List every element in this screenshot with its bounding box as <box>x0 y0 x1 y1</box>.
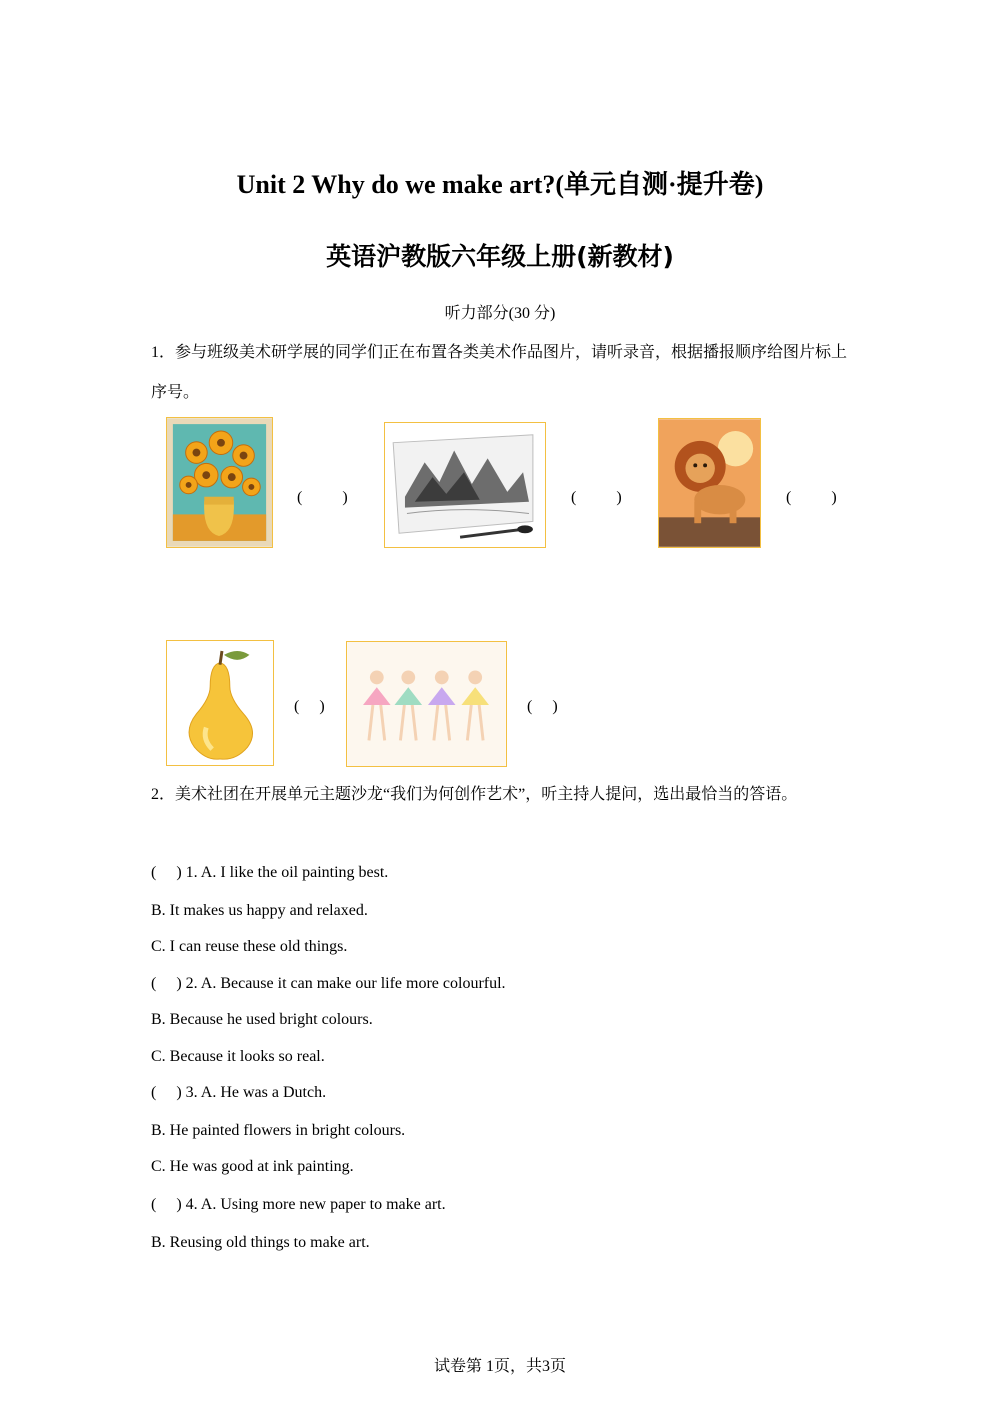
answer-blank-1[interactable]: ( ) <box>297 489 348 506</box>
document-subtitle: 英语沪教版六年级上册(新教材) <box>326 242 674 271</box>
q2-item-3-option-b: B. He painted flowers in bright colours. <box>151 1122 406 1139</box>
page-footer: 试卷第 1页，共3页 <box>433 1358 566 1375</box>
q2-item-3-option-a: ( ) 3. A. He was a Dutch. <box>151 1084 327 1101</box>
q2-item-4-option-a: ( ) 4. A. Using more new paper to make art. <box>151 1196 446 1213</box>
answer-blank-3[interactable]: ( ) <box>786 489 837 506</box>
section-heading: 听力部分(30 分) <box>444 305 556 322</box>
question-2-number: 2． <box>151 786 176 803</box>
answer-blank-5[interactable]: ( ) <box>527 698 558 715</box>
answer-blank-2[interactable]: ( ) <box>571 489 622 506</box>
q2-item-2-option-b: B. Because he used bright colours. <box>151 1011 373 1028</box>
lion-painting-image <box>658 418 761 548</box>
ballet-dancers-image <box>346 641 507 767</box>
question-1-instruction <box>151 333 851 413</box>
q2-item-4-option-b: B. Reusing old things to make art. <box>151 1234 370 1251</box>
q2-item-3-option-c: C. He was good at ink painting. <box>151 1158 354 1175</box>
q2-item-1-option-b: B. It makes us happy and relaxed. <box>151 902 368 919</box>
question-2-text: 美术社团在开展单元主题沙龙“我们为何创作艺术”，听主持人提问，选出最恰当的答语。 <box>175 786 798 803</box>
pear-image <box>166 640 274 766</box>
question-1-number: 1． <box>151 344 176 361</box>
q2-item-2-option-c: C. Because it looks so real. <box>151 1048 325 1065</box>
q2-item-1-option-c: C. I can reuse these old things. <box>151 938 348 955</box>
q2-item-1-option-a: ( ) 1. A. I like the oil painting best. <box>151 864 389 881</box>
sunflowers-painting-image <box>166 417 273 548</box>
question-2-instruction <box>151 775 851 815</box>
question-1-text: 参与班级美术研学展的同学们正在布置各类美术作品图片，请听录音，根据播报顺序给图片标上序号。 <box>151 344 848 401</box>
answer-blank-4[interactable]: ( ) <box>294 698 325 715</box>
ink-landscape-image <box>384 422 546 548</box>
document-title: Unit 2 Why do we make art?(单元自测·提升卷) <box>236 170 764 199</box>
q2-item-2-option-a: ( ) 2. A. Because it can make our life more colourful. <box>151 975 506 992</box>
